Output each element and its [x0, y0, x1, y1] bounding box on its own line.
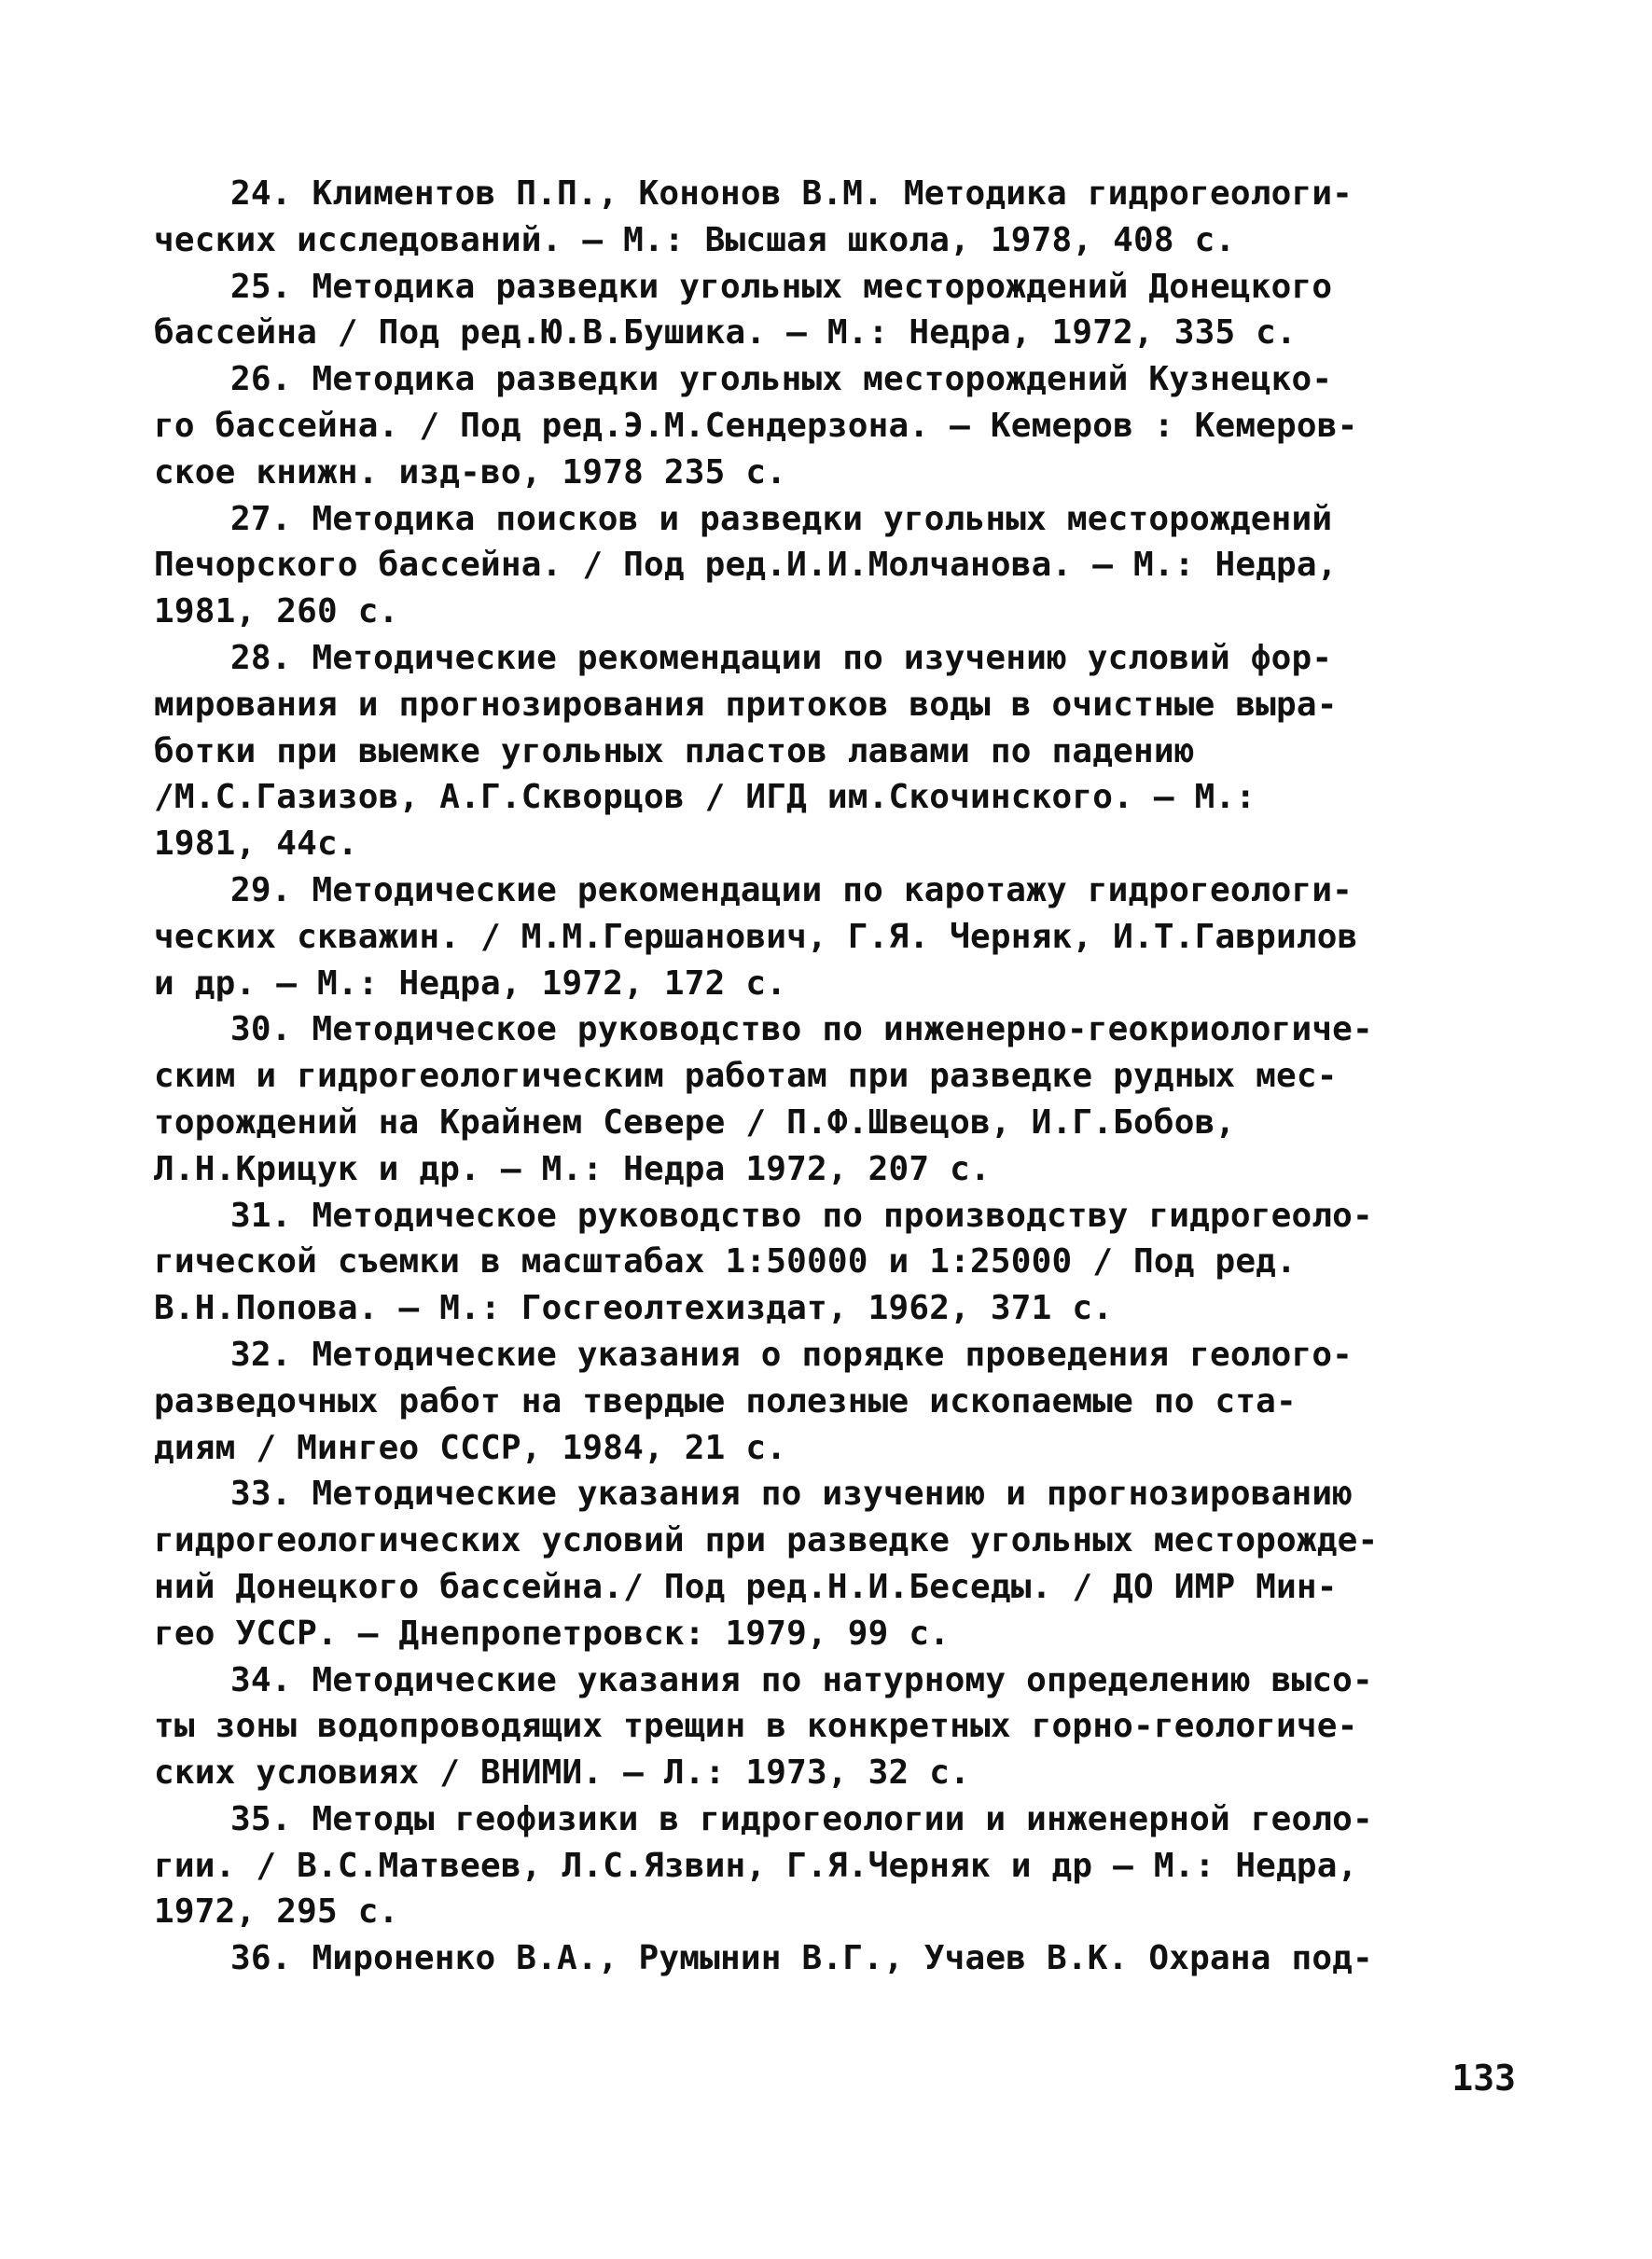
entry-line: разведочных работ на твердые полезные ископаемые по ста- — [154, 1381, 1297, 1421]
entry-line: гической съемки в масштабах 1:50000 и 1:25000 / Под ред. — [154, 1242, 1297, 1282]
bibliography-entry-24 — [154, 171, 1506, 264]
bibliography-entry-29 — [154, 867, 1506, 1006]
entry-line: мирования и прогнозирования притоков воды в очистные выра- — [154, 685, 1338, 724]
entry-line: 36. Мироненко В.А., Румынин В.Г., Учаев В.К. Охрана под- — [230, 1939, 1373, 1978]
entry-line: ским и гидрогеологическим работам при разведке рудных мес- — [154, 1057, 1338, 1096]
entry-line: ческих скважин. / М.М.Гершанович, Г.Я. Черняк, И.Т.Гаврилов — [154, 917, 1358, 956]
entry-line: 31. Методическое руководство по производству гидрогеоло- — [230, 1196, 1373, 1235]
entry-line: диям / Мингео СССР, 1984, 21 с. — [154, 1428, 787, 1467]
entry-line: ческих исследований. – М.: Высшая школа, 1978, 408 с. — [154, 220, 1236, 259]
bibliography-entry-32 — [154, 1332, 1506, 1471]
entry-line: гидрогеологических условий при разведке угольных месторожде- — [154, 1521, 1379, 1560]
entry-line: торождений на Крайнем Севере / П.Ф.Швецов, И.Г.Бобов, — [154, 1102, 1236, 1142]
entry-line: /М.С.Газизов, А.Г.Скворцов / ИГД им.Скочинского. – М.: — [154, 778, 1256, 817]
entry-line: 24. Климентов П.П., Кононов В.М. Методика гидрогеологи- — [230, 174, 1354, 213]
entry-line: Л.Н.Крицук и др. – М.: Недра 1972, 207 с. — [154, 1149, 991, 1188]
bibliography-entry-36 — [154, 1935, 1506, 1982]
bibliography-entry-31 — [154, 1193, 1506, 1332]
bibliography-entry-34 — [154, 1657, 1506, 1796]
entry-line: Печорского бассейна. / Под ред.И.И.Молчанова. – М.: Недра, — [154, 546, 1338, 585]
bibliography-entry-25 — [154, 264, 1506, 357]
entry-line: гео УССР. – Днепропетровск: 1979, 99 с. — [154, 1614, 951, 1653]
entry-line: ских условиях / ВНИМИ. – Л.: 1973, 32 с. — [154, 1753, 970, 1793]
bibliography-list — [154, 171, 1506, 1982]
entry-line: 25. Методика разведки угольных месторождений Донецкого — [230, 267, 1333, 306]
entry-line: гии. / В.С.Матвеев, Л.С.Язвин, Г.Я.Черняк и др – М.: Недра, — [154, 1846, 1358, 1885]
entry-line: 34. Методические указания по натурному определению высо- — [230, 1660, 1373, 1699]
entry-line: 33. Методические указания по изучению и прогнозированию — [230, 1475, 1354, 1514]
entry-line: 1981, 260 с. — [154, 592, 399, 631]
entry-line: ний Донецкого бассейна./ Под ред.Н.И.Беседы. / ДО ИМР Мин- — [154, 1567, 1338, 1606]
bibliography-entry-28 — [154, 635, 1506, 867]
entry-line: 26. Методика разведки угольных месторождений Кузнецко- — [230, 360, 1333, 399]
entry-line: 35. Методы геофизики в гидрогеологии и инженерной геоло- — [230, 1799, 1373, 1838]
entry-line: ское книжн. изд-во, 1978 235 с. — [154, 452, 787, 492]
entry-line: ты зоны водопроводящих трещин в конкретных горно-геологиче- — [154, 1707, 1358, 1746]
bibliography-entry-33 — [154, 1471, 1506, 1656]
entry-line: и др. – М.: Недра, 1972, 172 с. — [154, 963, 787, 1003]
entry-line: 29. Методические рекомендации по каротажу гидрогеологи- — [230, 870, 1354, 909]
entry-line: 1972, 295 с. — [154, 1892, 399, 1932]
entry-line: 32. Методические указания о порядке проведения геолого- — [230, 1335, 1354, 1374]
bibliography-entry-30 — [154, 1006, 1506, 1192]
entry-line: 28. Методические рекомендации по изучению условий фор- — [230, 638, 1333, 677]
entry-line: 30. Методическое руководство по инженерно-геокриологиче- — [230, 1010, 1373, 1049]
bibliography-entry-35 — [154, 1796, 1506, 1935]
bibliography-entry-27 — [154, 496, 1506, 635]
page-number: 133 — [1451, 2058, 1516, 2099]
entry-line: 27. Методика поисков и разведки угольных месторождений — [230, 499, 1333, 538]
entry-line: 1981, 44с. — [154, 825, 358, 864]
entry-line: ботки при выемке угольных пластов лавами по падению — [154, 731, 1195, 770]
entry-line: бассейна / Под ред.Ю.В.Бушика. – М.: Недра, 1972, 335 с. — [154, 313, 1297, 353]
bibliography-entry-26 — [154, 356, 1506, 495]
entry-line: В.Н.Попова. – М.: Госгеолтехиздат, 1962, 371 с. — [154, 1289, 1114, 1328]
entry-line: го бассейна. / Под ред.Э.М.Сендерзона. – Кемеров : Кемеров- — [154, 406, 1358, 445]
